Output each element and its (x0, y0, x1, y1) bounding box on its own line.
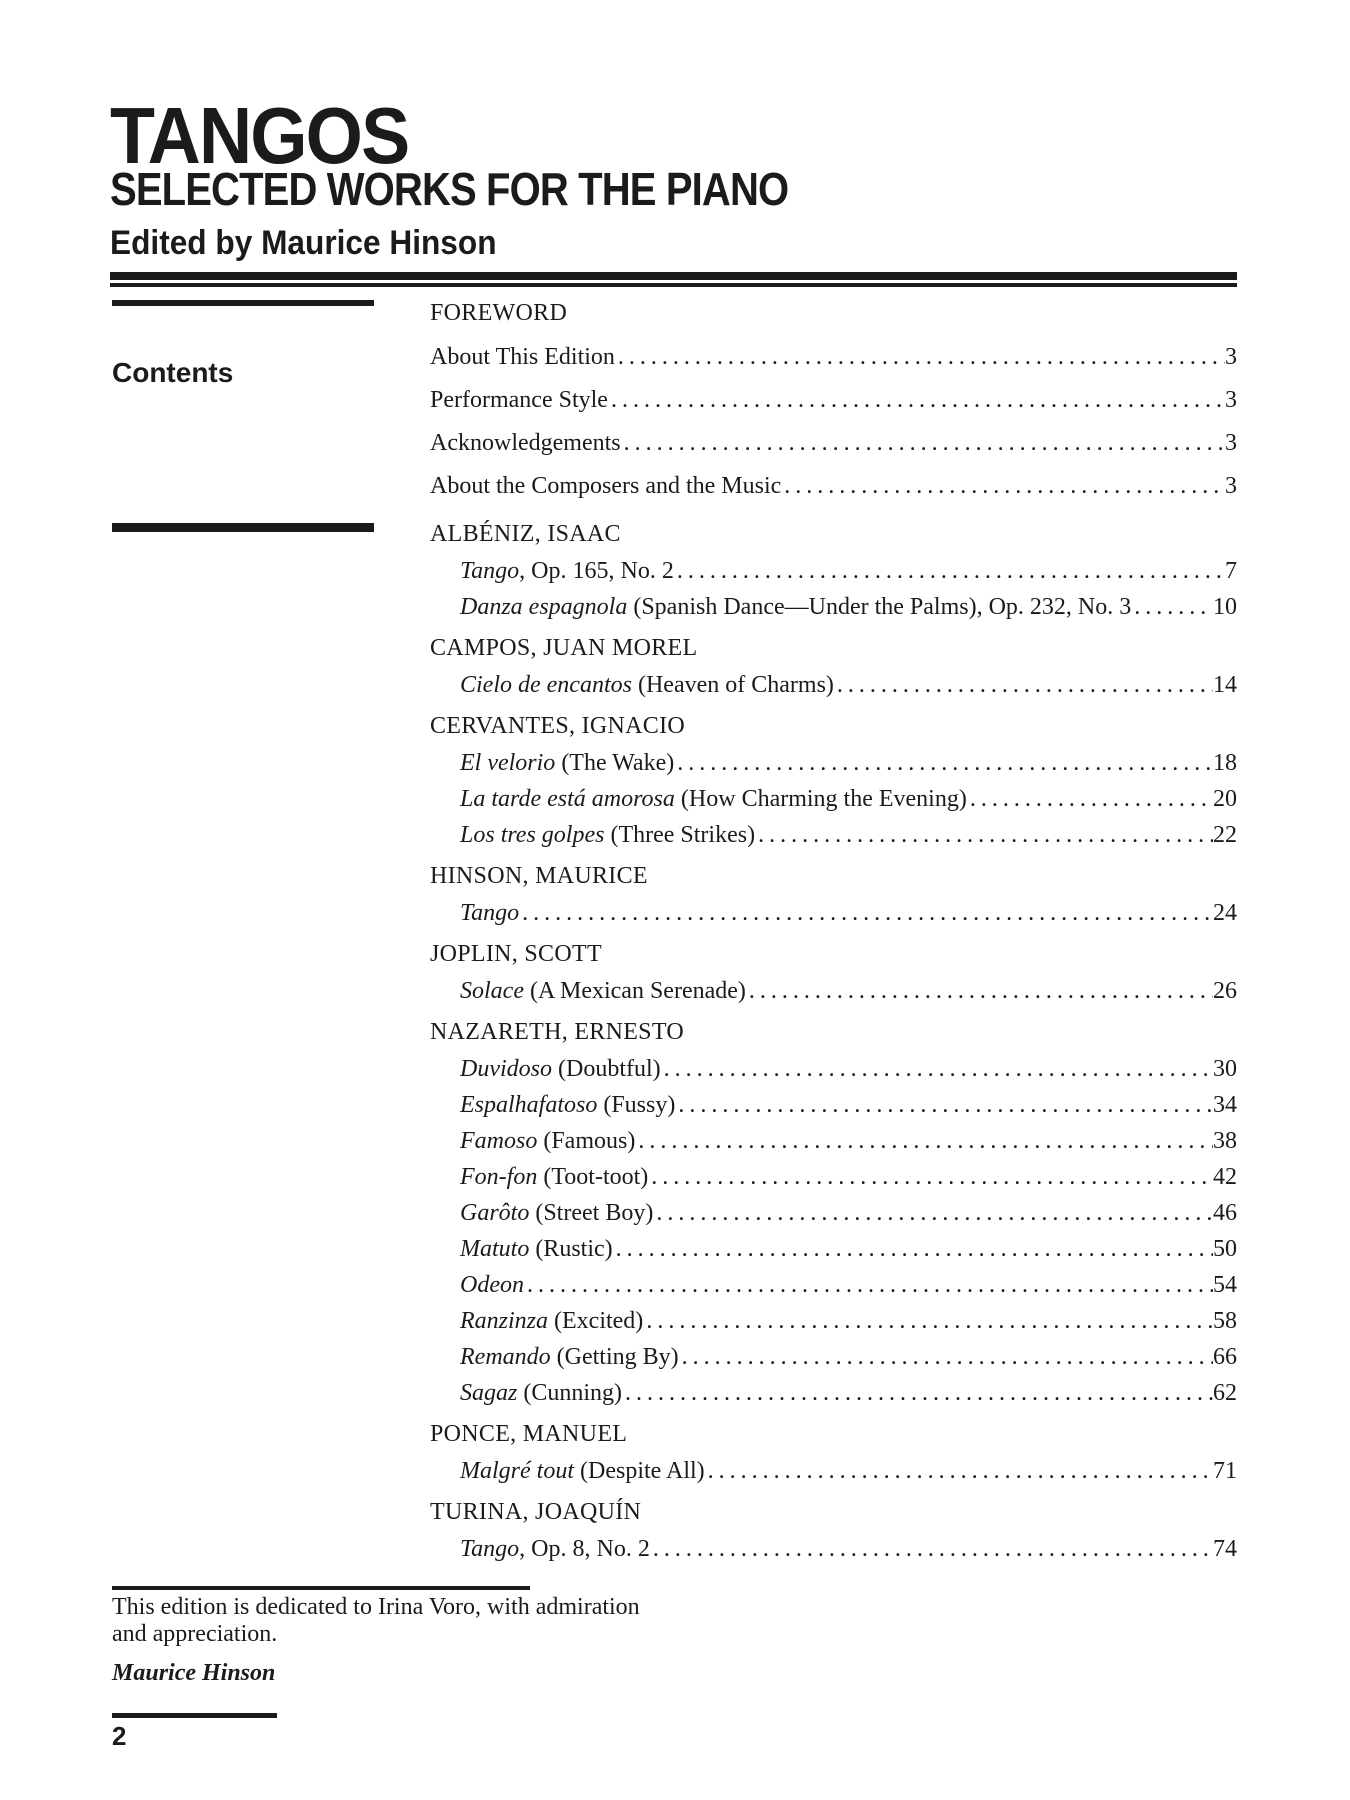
toc-section (430, 713, 1237, 858)
toc-entry-title: El velorio (The Wake) (460, 750, 675, 776)
toc-entry (430, 1272, 1237, 1308)
toc-page-ref: 54 (1213, 1272, 1237, 1298)
toc-entry-title: Acknowledgements (430, 430, 621, 456)
toc-entry (430, 1164, 1237, 1200)
toc-dot-leader (705, 1458, 1213, 1486)
toc-page-ref: 50 (1213, 1236, 1237, 1262)
toc-section-heading: CAMPOS, JUAN MOREL (430, 635, 698, 661)
toc-entry-title-italic: Los tres golpes (460, 822, 605, 848)
toc-page-ref: 3 (1225, 344, 1237, 370)
toc-dot-leader (679, 1344, 1213, 1372)
toc-dot-leader (1131, 594, 1213, 622)
contents-label: Contents (112, 357, 234, 388)
toc-page-ref: 38 (1213, 1128, 1237, 1154)
toc-entry-title-italic: Odeon (460, 1272, 524, 1298)
toc-entry-title-italic: Espalhafatoso (460, 1092, 598, 1118)
toc-entry-title-italic: Sagaz (460, 1380, 518, 1406)
toc-page-ref: 66 (1213, 1344, 1237, 1370)
toc-dot-leader (622, 1380, 1213, 1408)
toc-entry-title: Performance Style (430, 387, 608, 413)
toc-page-ref: 3 (1225, 430, 1237, 456)
toc-entry-title: Duvidoso (Doubtful) (460, 1056, 661, 1082)
toc-page-ref: 22 (1213, 822, 1237, 848)
toc-section-heading: PONCE, MANUEL (430, 1421, 628, 1447)
toc-section (430, 300, 1237, 516)
toc-entry (430, 594, 1237, 630)
toc-entry-title: Cielo de encantos (Heaven of Charms) (460, 672, 834, 698)
toc-entry-title-italic: Matuto (460, 1236, 530, 1262)
toc-page-ref: 3 (1225, 473, 1237, 499)
toc-entry (430, 1200, 1237, 1236)
toc-dot-leader (613, 1236, 1213, 1264)
toc-entry (430, 672, 1237, 708)
toc-entry-title-italic: Duvidoso (460, 1056, 552, 1082)
toc-page-ref: 42 (1213, 1164, 1237, 1190)
toc-entry-title: Sagaz (Cunning) (460, 1380, 623, 1406)
toc-entry-title-italic: Danza espagnola (460, 594, 628, 620)
toc-page-ref: 10 (1213, 594, 1237, 620)
toc-entry-title: Los tres golpes (Three Strikes) (460, 822, 756, 848)
toc-page-ref: 58 (1213, 1308, 1237, 1334)
title-double-rule (110, 272, 1237, 287)
toc-entry-title-italic: Garôto (460, 1200, 530, 1226)
editor-credit: Edited by Maurice Hinson (110, 224, 497, 262)
book-title: TANGOS (110, 91, 409, 180)
dedication-signature: Maurice Hinson (112, 1660, 276, 1686)
toc-page-ref: 34 (1213, 1092, 1237, 1118)
toc-section (430, 1421, 1237, 1494)
toc-dot-leader (755, 822, 1213, 850)
toc-dot-leader (615, 344, 1225, 372)
toc-entry (430, 387, 1237, 430)
folio-rule (112, 1713, 277, 1718)
toc-entry-title-italic: Tango (460, 558, 520, 584)
toc-entry-title-italic: Remando (460, 1344, 551, 1370)
toc-dot-leader (643, 1308, 1213, 1336)
toc-entry-title: Danza espagnola (Spanish Dance—Under the Palms), Op. 232, No. 3 (460, 594, 1132, 620)
toc-entry-title-italic: La tarde está amorosa (460, 786, 675, 812)
toc-section-heading: CERVANTES, IGNACIO (430, 713, 686, 739)
toc-page-ref: 14 (1213, 672, 1237, 698)
toc-dot-leader (781, 473, 1225, 501)
toc-entry (430, 1056, 1237, 1092)
toc-page-ref: 3 (1225, 387, 1237, 413)
toc-entry-title: Ranzinza (Excited) (460, 1308, 644, 1334)
toc-page-ref: 24 (1213, 900, 1237, 926)
toc-section-heading: JOPLIN, SCOTT (430, 941, 602, 967)
toc-entry-title: Matuto (Rustic) (460, 1236, 613, 1262)
toc-entry-title: Remando (Getting By) (460, 1344, 679, 1370)
table-of-contents (430, 300, 1237, 1572)
page-number: 2 (112, 1721, 127, 1751)
toc-entry (430, 900, 1237, 936)
toc-entry-title-italic: Tango (460, 1536, 520, 1562)
dedication-line-2: and appreciation. (112, 1621, 278, 1647)
toc-entry (430, 750, 1237, 786)
toc-entry (430, 344, 1237, 387)
toc-section-heading: ALBÉNIZ, ISAAC (430, 521, 621, 547)
toc-entry-title: About This Edition (430, 344, 615, 370)
toc-section-heading: TURINA, JOAQUÍN (430, 1499, 642, 1525)
toc-entry (430, 1092, 1237, 1128)
toc-dot-leader (635, 1128, 1213, 1156)
toc-section (430, 635, 1237, 708)
toc-dot-leader (608, 387, 1225, 415)
toc-entry (430, 1236, 1237, 1272)
toc-page-ref: 62 (1213, 1380, 1237, 1406)
toc-dot-leader (967, 786, 1213, 814)
toc-entry (430, 1536, 1237, 1572)
toc-entry-title-italic: Solace (460, 978, 524, 1004)
toc-entry-title-italic: Fon-fon (460, 1164, 538, 1190)
toc-dot-leader (648, 1164, 1213, 1192)
toc-page-ref: 71 (1213, 1458, 1237, 1484)
toc-dot-leader (661, 1056, 1213, 1084)
toc-section (430, 1499, 1237, 1572)
toc-section-heading: HINSON, MAURICE (430, 863, 648, 889)
toc-dot-leader (834, 672, 1213, 700)
toc-entry-title: Fon-fon (Toot-toot) (460, 1164, 649, 1190)
toc-entry-title: Solace (A Mexican Serenade) (460, 978, 746, 1004)
toc-entry (430, 473, 1237, 516)
toc-dot-leader (524, 1272, 1213, 1300)
toc-entry-title-italic: Malgré tout (460, 1458, 574, 1484)
toc-entry-title: Espalhafatoso (Fussy) (460, 1092, 676, 1118)
toc-entry (430, 1380, 1237, 1416)
toc-dot-leader (650, 1536, 1213, 1564)
toc-entry-title: Famoso (Famous) (460, 1128, 636, 1154)
toc-entry-title-italic: Famoso (460, 1128, 538, 1154)
dedication-rule (112, 1586, 530, 1590)
toc-entry-title-italic: Tango (460, 900, 520, 926)
toc-entry-title: Garôto (Street Boy) (460, 1200, 654, 1226)
toc-section-heading: NAZARETH, ERNESTO (430, 1019, 684, 1045)
toc-entry-title-italic: Ranzinza (460, 1308, 549, 1334)
toc-dot-leader (746, 978, 1213, 1006)
toc-entry (430, 558, 1237, 594)
toc-page-ref: 26 (1213, 978, 1237, 1004)
toc-entry-title (460, 1272, 524, 1300)
toc-entry (430, 1308, 1237, 1344)
toc-entry (430, 1128, 1237, 1164)
toc-entry-title: About the Composers and the Music (430, 473, 782, 499)
toc-dot-leader (674, 750, 1213, 778)
toc-entry-title: Tango, Op. 8, No. 2 (460, 1536, 650, 1562)
toc-dot-leader (675, 1092, 1213, 1120)
toc-dot-leader (653, 1200, 1213, 1228)
toc-page-ref: 7 (1225, 558, 1237, 584)
toc-section-heading: FOREWORD (430, 300, 568, 326)
book-subtitle: SELECTED WORKS FOR THE PIANO (110, 163, 789, 215)
toc-entry-title-italic: Cielo de encantos (460, 672, 632, 698)
toc-entry (430, 430, 1237, 473)
toc-entry-title: Malgré tout (Despite All) (460, 1458, 705, 1484)
toc-section (430, 521, 1237, 630)
dedication-line-1: This edition is dedicated to Irina Voro, with admiration (112, 1594, 640, 1620)
toc-page-ref: 46 (1213, 1200, 1237, 1226)
toc-entry (430, 1458, 1237, 1494)
toc-section (430, 863, 1237, 936)
toc-page-ref: 18 (1213, 750, 1237, 776)
toc-entry (430, 1344, 1237, 1380)
toc-section (430, 1019, 1237, 1416)
toc-page-ref: 30 (1213, 1056, 1237, 1082)
toc-dot-leader (519, 900, 1213, 928)
toc-section (430, 941, 1237, 1014)
toc-page-ref: 74 (1213, 1536, 1237, 1562)
toc-entry-title: Tango, Op. 165, No. 2 (460, 558, 674, 584)
toc-page-ref: 20 (1213, 786, 1237, 812)
toc-entry-title-italic: El velorio (460, 750, 556, 776)
toc-entry (430, 786, 1237, 822)
toc-dot-leader (621, 430, 1225, 458)
toc-entry (430, 822, 1237, 858)
toc-entry-title (460, 900, 519, 928)
toc-entry (430, 978, 1237, 1014)
toc-dot-leader (674, 558, 1225, 586)
toc-entry-title: La tarde está amorosa (How Charming the Evening) (460, 786, 967, 812)
dedication-text (112, 1594, 652, 1648)
contents-top-rule (112, 300, 374, 306)
contents-bottom-rule (112, 523, 374, 532)
